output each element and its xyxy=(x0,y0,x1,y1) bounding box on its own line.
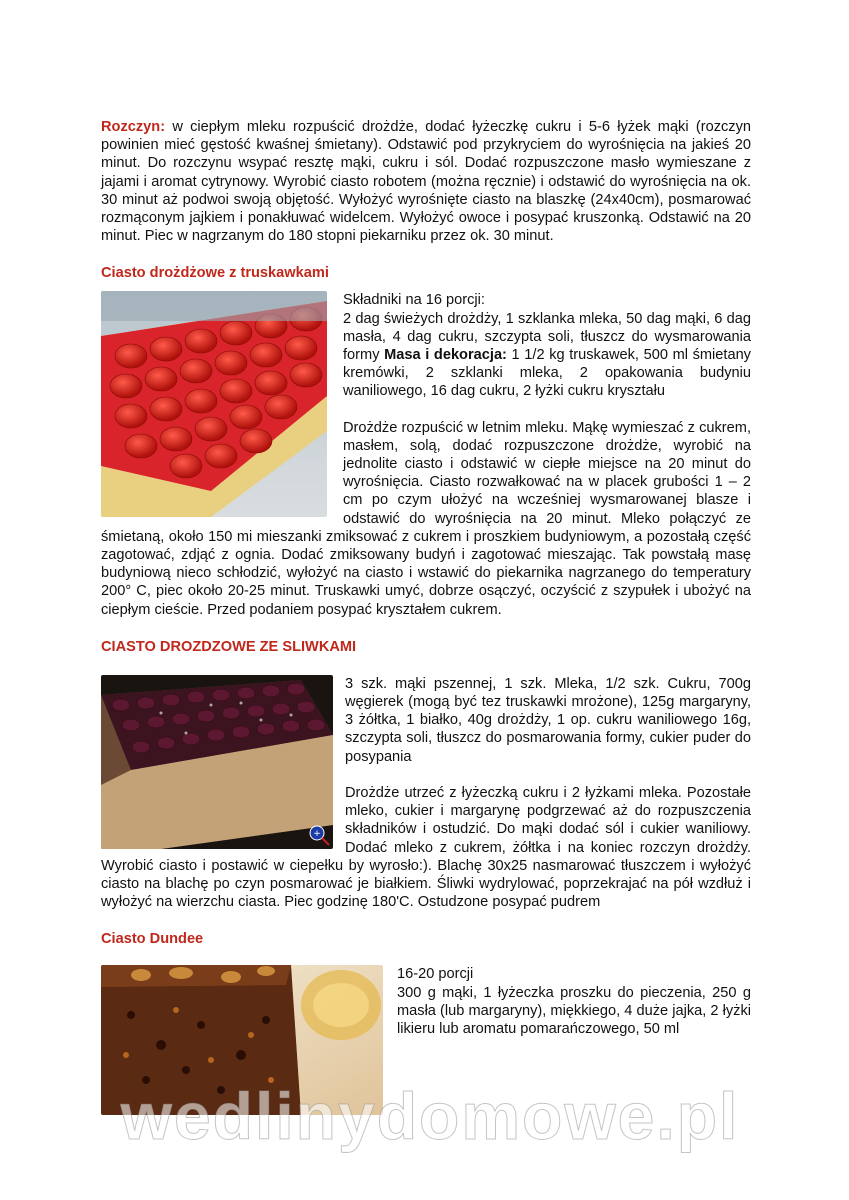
dundee-cake-image xyxy=(101,965,383,1115)
recipe1-ingredients-b: 1 1/2 kg truskawek, 500 ml śmietany kremówki, 2 szklanki mleka, 2 opakowania budyniu waniliowego, 16 dag cukru, 2 łyżki cukru kryształu xyxy=(343,347,751,400)
rozczyn-label: Rozczyn: xyxy=(101,119,166,135)
recipe1-method: Drożdże rozpuścić w letnim mleku. Mąkę wymieszać z cukrem, masłem, solą, dodać rozpuszczone drożdże, wyrobić na jednolite ciasto i odstawić w ciepłe miejsce na 20 minut do wyrośnięcia. Ciasto rozwałkować na w placek grubości 1 – 2 cm po czym ułożyć na wcześniej wysmarowanej blasze i odstawić do wyrośnięcia na 20 minut. Mleko połączyć ze śmietaną, około 150 mi mieszanki zmiksować z cukrem i proszkiem budyniowym, a pozostałą część zagotować, zdjąć z ognia. Dodać zmiksowany budyń i zagotować mieszając. Tak powstałą masę budyniową nieco schłodzić, wyłożyć na ciasto i wstawić do piekarnika nagrzanego do temperatury 200° C, piec około 20-25 minut. Truskawki umyć, dobrze osączyć, oczyścić z szypułek i ubożyć na ciepłym cieście. Przed podaniem posypać kryształem cukrem. xyxy=(101,419,751,618)
strawberry-cake-image xyxy=(101,291,327,517)
recipe3-ingredients: 300 g mąki, 1 łyżeczka proszku do pieczenia, 250 g masła (lub margaryny), miękkiego, 4 duże jajka, 2 łyżki likieru lub aromatu pomarańczowego, 50 ml xyxy=(397,984,751,1037)
intro-text: w ciepłym mleku rozpuścić drożdże, dodać łyżeczkę cukru i 5-6 łyżek mąki (rozczyn powinien mieć gęstość kwaśnej śmietany). Odstawić pod przykryciem do wyrośnięcia na jakieś 20 minut. Do rozczynu wsypać resztę mąki, cukru i sól. Dodać rozpuszczone masło wymieszane z jajami i aromat cytrynowy. Wyrobić ciasto robotem (można ręcznie) i odstawić do wyrośnięcia na ok. 30 minut aż podwoi swoją objętość. Wyłożyć wyrośnięte ciasto na blaszkę (24x40cm), posmarować rozmąconym jajkiem i ponakłuwać widelcem. Wyłożyć owoce i posypać kruszonką. Odstawić na 20 minut. Piec w nagrzanym do 180 stopni piekarniku przez ok. 30 minut. xyxy=(101,119,751,245)
masa-label: Masa i dekoracja: xyxy=(384,347,507,364)
intro-paragraph xyxy=(101,118,751,245)
recipe2-title: CIASTO DROZDZOWE ZE SLIWKAMI xyxy=(101,638,357,655)
recipe2-method: Drożdże utrzeć z łyżeczką cukru i 2 łyżkami mleka. Pozostałe mleko, cukier i margarynę podgrzewać aż do rozpuszczenia składników i ostudzić. Do mąki dodać sól i cukier waniliowy. Dodać mleko z cukrem, żółtka i na koniec rozczyn drożdży. Wyrobić ciasto i postawić w ciepełku by wyrosło:). Blachę 30x25 nasmarować tłuszczem i wyłożyć ciasto na blachę po czyn posmarować je białkiem. Śliwki wydrylować, poprzekrajać na pół wzdłuż i wyłożyć na wierzchu ciasta. Piec godzinę 180'C. Ostudzone posypać pudrem xyxy=(101,784,751,911)
recipe2-ingredients: 3 szk. mąki pszennej, 1 szk. Mleka, 1/2 szk. Cukru, 700g węgierek (mogą być tez truskawki mrożone), 125g margaryny, 3 żółtka, 1 białko, 40g drożdży, 1 op. cukru waniliowego 16g, szczypta soli, tłuszcz do posmarowania formy, cukier puder do posypania xyxy=(345,675,751,765)
recipe1-servings: Składniki na 16 porcji: xyxy=(343,292,485,309)
recipe3-servings: 16-20 porcji xyxy=(397,966,474,983)
plum-cake-image xyxy=(101,675,333,849)
recipe1-ingredients-a: 2 dag świeżych drożdży, 1 szklanka mleka, 50 dag mąki, 6 dag masła, 4 dag cukru, szczypta soli, tłuszcz do wysmarowania formy xyxy=(343,310,751,364)
svg-text:+: + xyxy=(313,828,321,839)
recipe-page xyxy=(101,118,751,1119)
recipe3-title: Ciasto Dundee xyxy=(101,931,204,948)
watermark: wedlinydomowe.pl xyxy=(120,1079,740,1153)
recipe1-title: Ciasto drożdżowe z truskawkami xyxy=(101,265,329,282)
